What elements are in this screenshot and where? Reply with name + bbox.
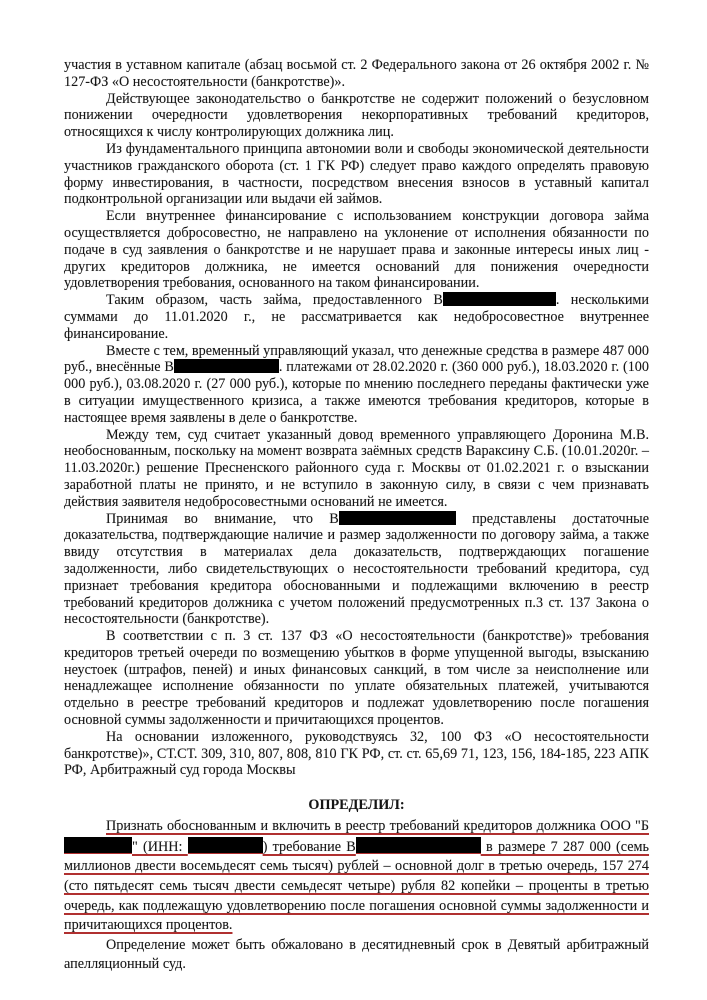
text-run: В соответствии с п. 3 ст. 137 ФЗ «О несостоятельности (банкротстве)» требования кредиторов третьей очереди по возмещению убытков в форме упущенной выгоды, взысканию неустоек (штрафов, пеней) и иных финансовых санкций, в том числе за неисполнение или ненадлежащее исполнение обязанности по уплате обязательных платежей, учитываются отдельно в реестре требований кредиторов и подлежат удовлетворению после погашения основной суммы задолженности и причитающихся процентов. bbox=[64, 628, 649, 729]
heading-text: ОПРЕДЕЛИЛ: bbox=[308, 797, 405, 814]
text-run: Из фундаментального принципа автономии воли и свободы экономической деятельности участников гражданского оборота (ст. 1 ГК РФ) следует право каждого определять правовую форму инвестирования, в частности, посредством внесения взносов в уставный капитал подконтрольной организации или выдачи ей займов. bbox=[64, 140, 649, 208]
redaction-box bbox=[64, 837, 132, 854]
paragraph bbox=[64, 208, 649, 292]
text-run: Между тем, суд считает указанный довод временного управляющего Доронина М.В. необоснованным, поскольку на момент возврата заёмных средств Вараксину С.Б. (10.01.2020г. – 11.03.2020г.) решение Пресненского районного суда г. Москвы от 01.02.2021 г. о взыскании заработной платы не принято, и не вступило в законную силу, в связи с чем признавать действия заявителя недобросовестными оснований не имеется. bbox=[64, 426, 649, 510]
text-run: Вместе с тем, временный управляющий указал, что денежные средства в размере 487 000 руб., внесённые В bbox=[64, 342, 649, 376]
document-text bbox=[64, 57, 649, 975]
text-run: " (ИНН: bbox=[132, 838, 188, 855]
redaction-box bbox=[443, 292, 556, 306]
ruling-paragraph bbox=[64, 817, 649, 936]
paragraph bbox=[64, 57, 649, 91]
text-run: . несколькими суммами до 11.01.2020 г., не рассматривается как недобросовестное внутреннее финансирование. bbox=[64, 292, 649, 342]
redaction-box bbox=[356, 837, 481, 854]
text-run: Признать обоснованным и включить в реестр требований кредиторов должника ООО "Б bbox=[106, 818, 649, 835]
redaction-box bbox=[174, 359, 279, 373]
paragraph bbox=[64, 141, 649, 208]
court-ruling-heading bbox=[64, 795, 649, 815]
text-run: Таким образом, часть займа, предоставленного В bbox=[106, 292, 443, 309]
paragraph bbox=[64, 427, 649, 511]
paragraph bbox=[64, 511, 649, 629]
text-run: Если внутреннее финансирование с использованием конструкции договора займа осуществляется добросовестно, не направлено на уклонение от исполнения обязанности по подаче в суд заявления о банкротстве и не нарушает права и законные интересы иных лиц - других кредиторов должника, не имеется оснований для понижения очередности удовлетворения требования, основанного на таком финансировании. bbox=[64, 208, 649, 292]
paragraph bbox=[64, 936, 649, 975]
text-run: участия в уставном капитале (абзац восьмой ст. 2 Федерального закона от 26 октября 2002 г. № 127-ФЗ «О несостоятельности (банкротстве)». bbox=[64, 57, 649, 90]
text-run: в размере 7 287 000 (семь миллионов двести восемьдесят семь тысяч) рублей – основной долг в третью очередь, 157 274 (сто пятьдесят семь тысяч двести семьдесят четыре) рубля 82 копейки – проценты в третью очередь, как подлежащую удовлетворению после погашения основной суммы задолженности и причитающихся процентов. bbox=[64, 838, 650, 934]
paragraph bbox=[64, 292, 649, 342]
paragraph bbox=[64, 729, 649, 779]
paragraph bbox=[64, 628, 649, 729]
text-run: представлены достаточные доказательства, подтверждающие наличие и размер задолженности по договору займа, а также ввиду отсутствия в материалах дела доказательств, подтверждающих погашение задолженности, либо свидетельствующих о несостоятельности требований кредитора, суд признает требования кредитора обоснованными и подлежащими включению в реестр требований кредиторов должника с учетом положений предусмотренных п.3 ст. 137 Закона о несостоятельности (банкротстве). bbox=[64, 510, 650, 628]
paragraph bbox=[64, 343, 649, 427]
text-run: . платежами от 28.02.2020 г. (360 000 руб.), 18.03.2020 г. (100 000 руб.), 03.08.2020 г. (27 000 руб.), которые по мнению последнего переданы фактически уже в ситуации имущественного кризиса, а также имеются требования кредиторов, которые в настоящее время заявлены в деле о банкротстве. bbox=[64, 359, 649, 426]
redaction-box bbox=[339, 511, 456, 525]
text-run: ) требование В bbox=[262, 838, 356, 855]
text-run: На основании изложенного, руководствуясь 32, 100 ФЗ «О несостоятельности банкротстве)», СТ.СТ. 309, 310, 807, 808, 810 ГК РФ, ст. ст. 65,69 71, 123, 156, 184-185, 223 АПК РФ, Арбитражный суд города Москвы bbox=[64, 728, 649, 779]
text-run: Действующее законодательство о банкротстве не содержит положений о безусловном понижении очередности удовлетворения некорпоративных требований кредиторов, относящихся к числу контролирующих должника лиц. bbox=[64, 90, 649, 141]
redaction-box bbox=[188, 837, 263, 854]
text-run: Принимая во внимание, что В bbox=[106, 510, 339, 527]
text-run: Определение может быть обжаловано в десятидневный срок в Девятый арбитражный апелляционный суд. bbox=[64, 936, 649, 973]
paragraph bbox=[64, 91, 649, 141]
